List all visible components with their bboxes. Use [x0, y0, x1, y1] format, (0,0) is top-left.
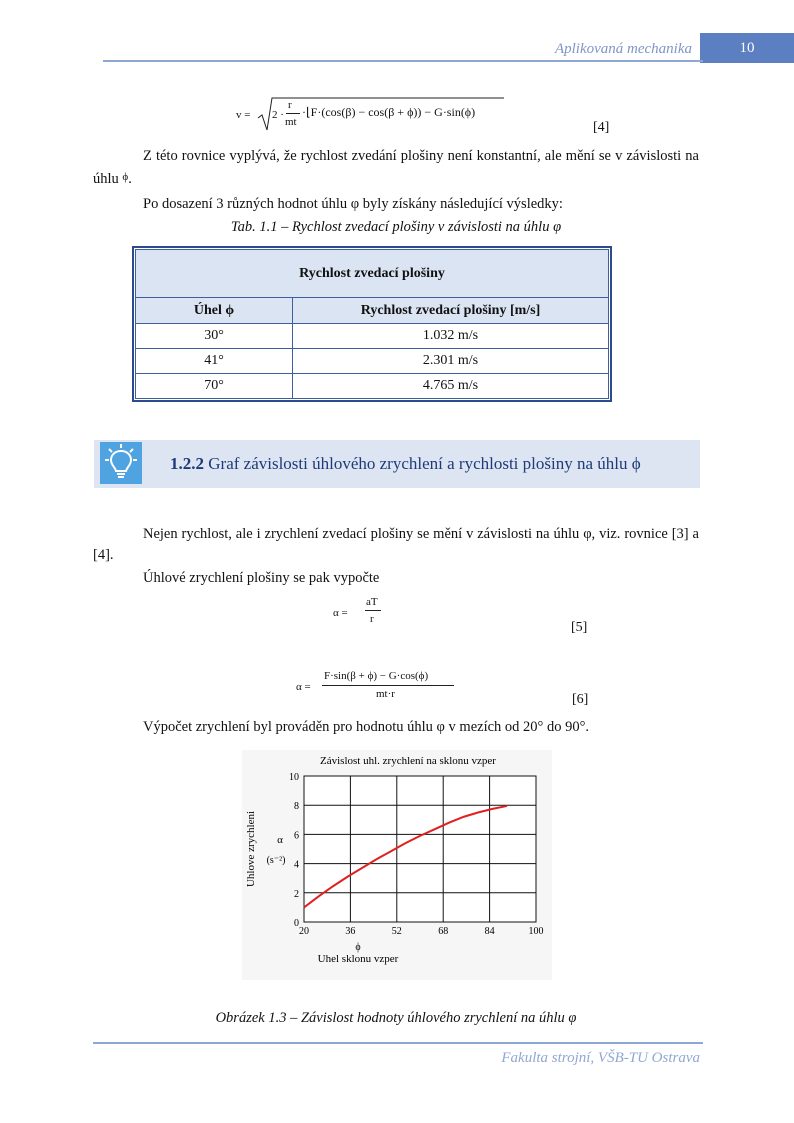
equation-6-number: [6] — [572, 692, 589, 707]
table-title: Rychlost zvedací plošiny — [136, 250, 609, 298]
paragraph-2: Po dosazení 3 různých hodnot úhlu φ byly získány následující výsledky: — [143, 196, 563, 212]
paragraph-1-end: . — [128, 171, 132, 187]
equation-5-number: [5] — [571, 620, 588, 635]
column-header-speed: Rychlost zvedací plošiny [m/s] — [293, 298, 609, 324]
chart-title: Závislost uhl. zrychlení na sklonu vzper — [320, 755, 496, 767]
results-table — [132, 246, 612, 402]
paragraph-3: Nejen rychlost, ale i zrychlení zvedací plošiny se mění v závislosti na úhlu φ, viz. rovnice [3] a [4]. — [93, 526, 699, 563]
x-tick-label: 20 — [299, 926, 309, 937]
equation-5-bar — [365, 610, 381, 611]
paragraph-4: Úhlové zrychlení plošiny se pak vypočte — [143, 570, 380, 586]
paragraph-1-text: Z této rovnice vyplývá, že rychlost zvedání plošiny není konstantní, ale mění se v závislosti na úhlu — [93, 148, 699, 187]
footer-divider — [93, 1042, 703, 1044]
figure-caption: Obrázek 1.3 – Závislost hodnoty úhlového zrychlení na úhlu φ — [215, 1010, 577, 1026]
paragraph-1 — [93, 146, 699, 190]
phi-symbol: ϕ — [122, 171, 129, 183]
equation-5 — [333, 596, 393, 630]
x-axis-symbol: ϕ — [355, 942, 361, 953]
column-header-angle: Úhel ϕ — [136, 298, 293, 324]
equation-4-number: [4] — [593, 120, 610, 135]
cell-speed: 4.765 m/s — [293, 374, 609, 399]
y-tick-label: 2 — [294, 888, 299, 900]
equation-4-frac-bar — [286, 113, 300, 114]
cell-speed: 1.032 m/s — [293, 324, 609, 349]
section-title-text: Graf závislosti úhlového zrychlení a rychlosti plošiny na úhlu ϕ — [208, 454, 641, 473]
x-tick-label: 52 — [391, 926, 402, 937]
x-tick-label: 36 — [345, 926, 356, 937]
y-tick-label: 8 — [294, 801, 299, 813]
y-axis-unit: (s⁻²) — [266, 855, 286, 866]
equation-5-den: r — [370, 613, 374, 625]
x-tick-label: 100 — [528, 926, 544, 937]
y-tick-label: 4 — [294, 859, 299, 871]
cell-angle: 41° — [136, 349, 293, 374]
section-title — [170, 454, 641, 474]
x-tick-label: 84 — [484, 926, 495, 937]
equation-6-den: mt·r — [376, 688, 395, 700]
equation-6-lhs: α = — [296, 681, 311, 693]
equation-4-frac-num: r — [288, 99, 292, 111]
equation-4-lhs: v = — [236, 109, 251, 121]
equation-6-bar — [322, 685, 454, 686]
y-tick-label: 0 — [294, 918, 299, 929]
equation-4 — [236, 96, 506, 132]
chart-container — [242, 750, 552, 980]
paragraph-5: Výpočet zrychlení byl prováděn pro hodnotu úhlu φ v mezích od 20° do 90°. — [143, 719, 590, 735]
x-axis-label: Uhel sklonu vzper — [317, 953, 399, 965]
cell-speed: 2.301 m/s — [293, 349, 609, 374]
equation-5-num: aT — [366, 596, 378, 608]
lightbulb-icon — [100, 442, 142, 484]
x-tick-label: 68 — [438, 926, 449, 937]
y-axis-symbol: α — [277, 834, 283, 846]
equation-6 — [296, 670, 466, 704]
y-tick-label: 6 — [294, 830, 299, 842]
equation-4-body: ·⌊F·(cos(β) − cos(β + ϕ)) − G·sin(ϕ) — [302, 105, 476, 119]
cell-angle: 30° — [136, 324, 293, 349]
plot-area — [304, 776, 536, 922]
equation-4-coef: 2 · — [272, 109, 284, 121]
y-axis-label: Uhlove zrychleni — [245, 810, 257, 888]
section-number: 1.2.2 — [170, 454, 204, 473]
y-tick-label: 10 — [289, 772, 299, 783]
footer-text: Fakulta strojní, VŠB-TU Ostrava — [501, 1050, 700, 1066]
page-number: 10 — [700, 33, 794, 63]
equation-6-num: F·sin(β + ϕ) − G·cos(ϕ) — [324, 670, 429, 682]
equation-4-frac-den: mt — [285, 116, 297, 128]
equation-5-lhs: α = — [333, 607, 348, 619]
acceleration-chart — [242, 750, 552, 980]
table-caption: Tab. 1.1 – Rychlost zvedací plošiny v závislosti na úhlu φ — [230, 219, 562, 235]
cell-angle: 70° — [136, 374, 293, 399]
header-divider — [103, 60, 703, 62]
header-title: Aplikovaná mechanika — [554, 41, 692, 57]
